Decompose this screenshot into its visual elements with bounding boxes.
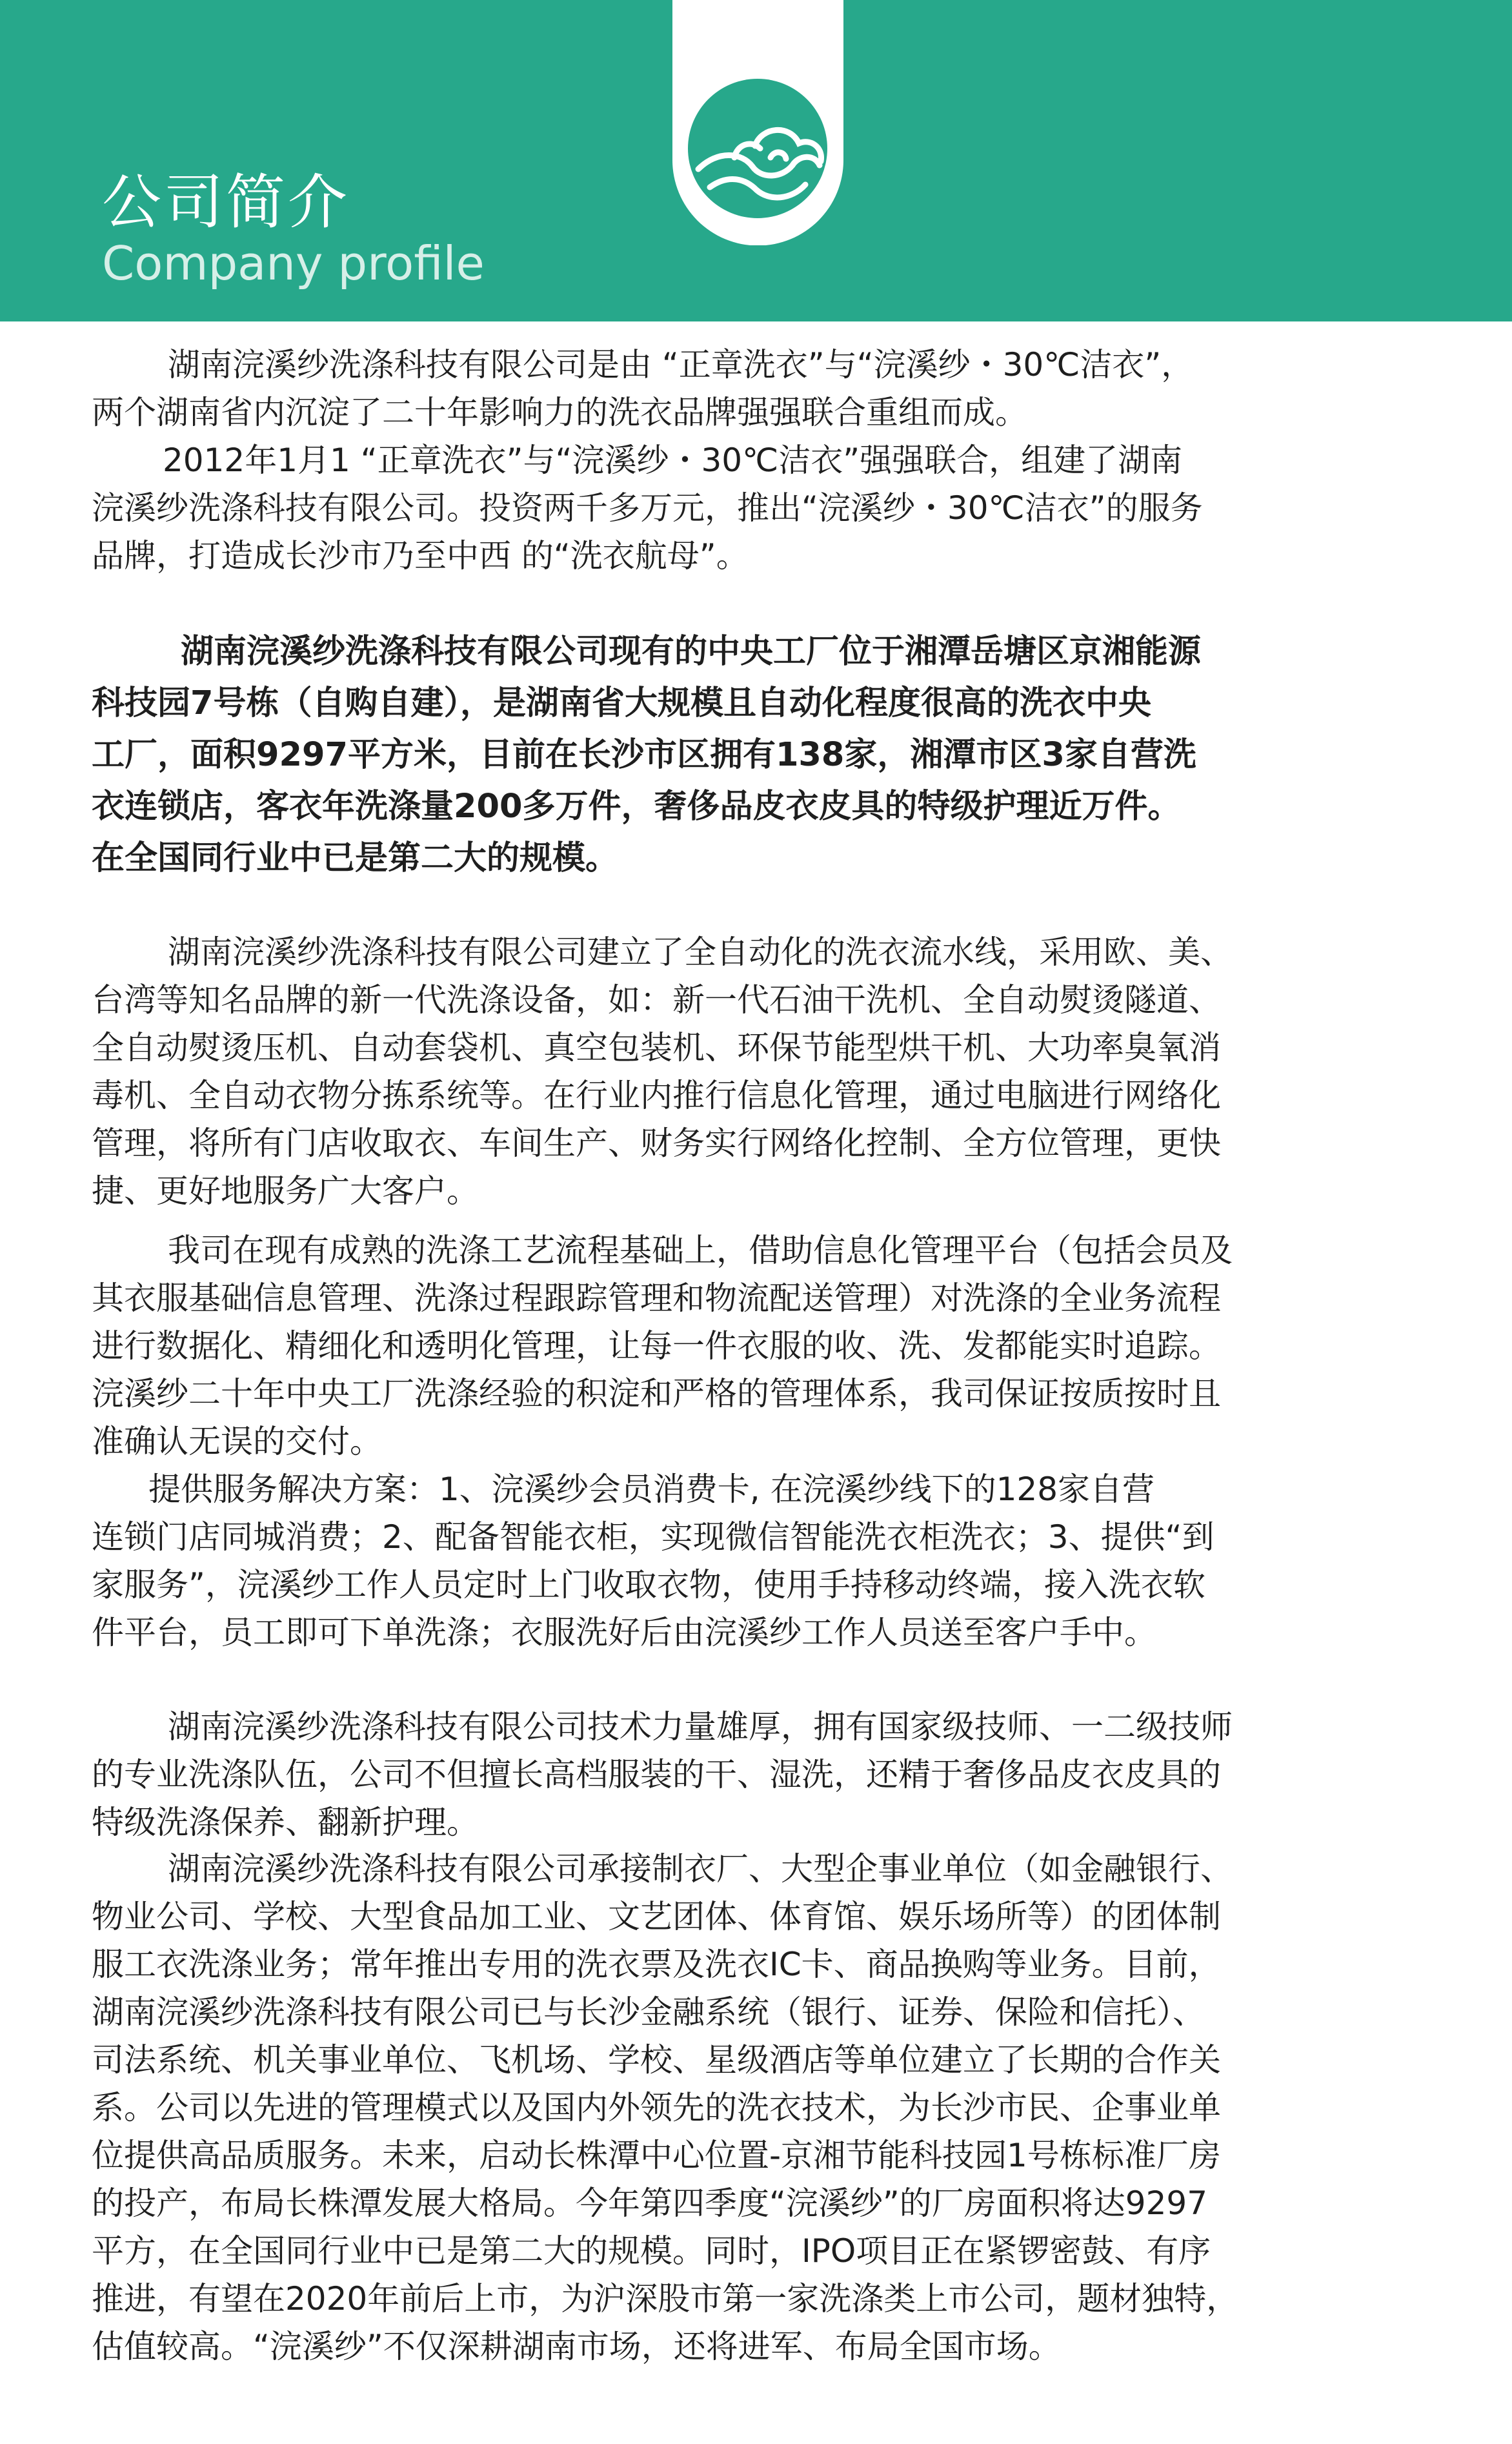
text-line: 湖南浣溪纱洗涤科技有限公司现有的中央工厂位于湘潭岳塘区京湘能源 [181,633,1202,671]
text-line: 系。公司以先进的管理模式以及国内外领先的洗衣技术，为长沙市民、企事业单 [92,2089,1221,2126]
paragraph-equipment [92,928,1421,1215]
text-line: 浣溪纱二十年中央工厂洗涤经验的积淀和严格的管理体系，我司保证按质按时且 [92,1375,1221,1412]
text-line: 湖南浣溪纱洗涤科技有限公司承接制衣厂、大型企事业单位（如金融银行、 [168,1850,1233,1888]
text-line: 湖南浣溪纱洗涤科技有限公司建立了全自动化的洗衣流水线，采用欧、美、 [168,933,1233,971]
text-line: 品牌，打造成长沙市乃至中西 的“洗衣航母”。 [92,537,749,575]
text-line: 湖南浣溪纱洗涤科技有限公司技术力量雄厚，拥有国家级技师、一二级技师 [168,1708,1233,1746]
text-line: 连锁门店同城消费；2、配备智能衣柜，实现微信智能洗衣柜洗衣；3、提供“到 [92,1518,1215,1556]
text-line: 浣溪纱洗涤科技有限公司。投资两千多万元，推出“浣溪纱・30℃洁衣”的服务 [92,489,1203,527]
text-line: 提供服务解决方案：1、浣溪纱会员消费卡, 在浣溪纱线下的128家自营 [148,1471,1155,1508]
text-line: 在全国同行业中已是第二大的规模。 [92,839,619,877]
text-line: 管理，将所有门店收取衣、车间生产、财务实行网络化控制、全方位管理，更快 [92,1125,1221,1162]
text-line: 两个湖南省内沉淀了二十年影响力的洗衣品牌强强联合重组而成。 [92,394,1027,431]
text-line: 准确认无误的交付。 [92,1423,382,1460]
text-line: 推进，有望在2020年前后上市，为沪深股市第一家洗涤类上市公司，题材独特， [92,2280,1239,2317]
text-line: 家服务”，浣溪纱工作人员定时上门收取衣物，使用手持移动终端，接入洗衣软 [92,1566,1205,1604]
text-line: 估值较高。“浣溪纱”不仅深耕湖南市场，还将进军、布局全国市场。 [92,2328,1061,2365]
page-subtitle: Company profile [102,236,485,290]
text-line: 其衣服基础信息管理、洗涤过程跟踪管理和物流配送管理）对洗涤的全业务流程 [92,1279,1221,1317]
text-line: 2012年1月1 “正章洗衣”与“浣溪纱・30℃洁衣”强强联合，组建了湖南 [163,442,1183,479]
text-line: 进行数据化、精细化和透明化管理，让每一件衣服的收、洗、发都能实时追踪。 [92,1327,1221,1365]
text-line: 特级洗涤保养、翻新护理。 [92,1804,479,1841]
text-line: 物业公司、学校、大型食品加工业、文艺团体、体育馆、娱乐场所等）的团体制 [92,1898,1221,1935]
text-line: 司法系统、机关事业单位、飞机场、学校、星级酒店等单位建立了长期的合作关 [92,2041,1221,2079]
text-line: 衣连锁店，客衣年洗涤量200多万件，奢侈品皮衣皮具的特级护理近万件。 [92,788,1181,826]
text-line: 毒机、全自动衣物分拣系统等。在行业内推行信息化管理，通过电脑进行网络化 [92,1077,1221,1114]
text-line: 的投产，布局长株潭发展大格局。今年第四季度“浣溪纱”的厂房面积将达9297 [92,2184,1208,2222]
text-line: 湖南浣溪纱洗涤科技有限公司已与长沙金融系统（银行、证券、保险和信托）、 [92,1993,1205,2031]
text-line: 全自动熨烫压机、自动套袋机、真空包装机、环保节能型烘干机、大功率臭氧消 [92,1029,1221,1066]
paragraph-clients [92,1845,1421,2370]
paragraph-factory [92,626,1421,884]
text-line: 平方，在全国同行业中已是第二大的规模。同时，IPO项目正在紧锣密鼓、有序 [92,2232,1211,2270]
text-line: 科技园7号栋（自购自建），是湖南省大规模且自动化程度很高的洗衣中央 [92,684,1151,722]
paragraph-process [92,1227,1421,1465]
page-title: 公司简介 [102,168,350,237]
text-line: 工厂，面积9297平方米，目前在长沙市区拥有138家，湘潭市区3家自营洗 [92,736,1196,774]
text-line: 服工衣洗涤业务；常年推出专用的洗衣票及洗衣IC卡、商品换购等业务。目前， [92,1946,1221,1983]
text-line: 位提供高品质服务。未来，启动长株潭中心位置-京湘节能科技园1号栋标准厂房 [92,2137,1221,2174]
text-line: 的专业洗涤队伍，公司不但擅长高档服装的干、湿洗，还精于奢侈品皮衣皮具的 [92,1756,1221,1793]
text-line: 我司在现有成熟的洗涤工艺流程基础上，借助信息化管理平台（包括会员及 [168,1232,1233,1269]
text-line: 湖南浣溪纱洗涤科技有限公司是由 “正章洗衣”与“浣溪纱・30℃洁衣”， [168,346,1194,383]
paragraph-2012 [92,436,1421,580]
paragraph-technical [92,1703,1421,1846]
paragraph-services [92,1465,1421,1656]
text-line: 件平台，员工即可下单洗涤；衣服洗好后由浣溪纱工作人员送至客户手中。 [92,1614,1156,1651]
text-line: 台湾等知名品牌的新一代洗涤设备，如：新一代石油干洗机、全自动熨烫隧道、 [92,981,1221,1019]
paragraph-intro [92,341,1421,436]
text-line: 捷、更好地服务广大客户。 [92,1172,479,1210]
